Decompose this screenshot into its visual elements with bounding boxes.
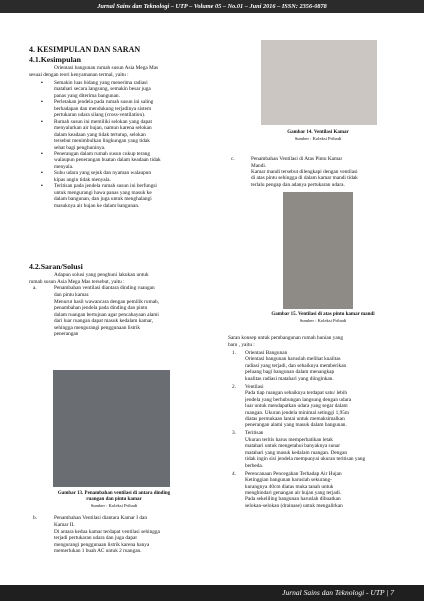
list-item-line: luar untuk mendapatkan udara yang segar dalam (245, 403, 348, 410)
list-item-line: kurangnya 40cm diatas muka tanah untuk (245, 483, 334, 490)
intro-line: Orientasi bangunan rumah susun Asia Mega Mas (54, 65, 159, 71)
list-item-line: penerangan alami yang masuk dalam bangunan. (245, 422, 347, 429)
saran-konsep-line: baru , yaitu : (228, 341, 255, 348)
kesimpulan-item-line: pertukaran udara silang (cross-ventilation). (54, 112, 146, 119)
item-a-body-line: penerangan (54, 331, 79, 338)
item-a-body-line: penambahan jendela pada dinding dan pintu (54, 305, 148, 312)
list-item-line: radiasi yang terjadi, dan sebaiknya memberikan (245, 362, 347, 369)
item-b-body-line: memerlukan 1 buah AC untuk 2 ruangan. (54, 548, 142, 555)
bullet-icon: ▪ (41, 80, 43, 86)
saran-konsep-line: Saran konsep untuk pembangunan rumah hunian yang (228, 335, 344, 341)
item-c-body-line: terlalu pengap dan adanya pertukaran udara. (251, 181, 345, 188)
journal-header: Jurnal Sains dan Teknologi – UTP – Volume 05 – No.01 – Juni 2016 – ISSN: 2356-0878 (0, 0, 424, 13)
list-item-title: Teritisan (245, 430, 264, 437)
item-b-body-line: Di antara kedua kamar terdapat ventilasi sehingga (54, 529, 160, 535)
section-title: 4. KESIMPULAN DAN SARAN (29, 45, 141, 54)
list-item-line: Orientasi bangunan haruslah melihat kualitas (245, 356, 341, 363)
item-a-body-line: sehingga mengurangi penggunaan listrik (54, 324, 141, 331)
kesimpulan-item-line: Penerangan dalam rumah susun cukup terang (54, 150, 151, 157)
subsection-kesimpulan: 4.1.Kesimpulan (29, 55, 81, 64)
list-item-line: diatas permukaan lantai untuk memaksimalkan (245, 416, 345, 422)
kesimpulan-item-line: dalam bangunan, dan juga untuk menghalangi (54, 196, 152, 203)
list-number: 2. (232, 383, 236, 390)
list-item-line: Ketinggian bangunan haruslah sekurang- (245, 477, 332, 484)
item-c-label: c. (231, 156, 235, 162)
item-a-body-line: Menurut hasil wawancara dengan pemilik rumah, (54, 299, 160, 305)
kesimpulan-item-line: walaupun penerangan buatan dalam keadaan tidak (54, 157, 161, 164)
bullet-icon: ▪ (41, 183, 43, 190)
list-item-line: kualitas radiasi matahari yang diinginkan. (245, 375, 334, 382)
item-a-body-line: dari luar ruangan dapat masuk kedalam kamar, (54, 318, 154, 325)
subsection-saran: 4.2.Saran/Solusi (29, 262, 83, 271)
list-item-title: Orientasi Bangunan (245, 350, 288, 356)
kesimpulan-item-line: berhadapan dan mendukung terjadinya sistem (54, 105, 152, 112)
kesimpulan-item-line: kipas angin tidak menyala. (54, 176, 111, 183)
kesimpulan-item-line: menyalurkan air hujan, namun karena selokan (54, 125, 152, 132)
item-b-label: b. (33, 515, 37, 521)
item-c-body-line: di atas pintu sehingga di dalam kamar mandi tidak (251, 175, 358, 182)
list-item-line: menghindari genangan air hujan yang terjadi. (245, 489, 342, 496)
figure-14-source: Sumber : Koleksi Pribadi (294, 136, 342, 141)
bullet-icon: ▪ (41, 170, 43, 177)
kesimpulan-item-line: panas yang diterima bangunan. (54, 92, 120, 99)
kesimpulan-item-line: Rumah susun ini memiliki selokan yang dapat (54, 118, 152, 125)
footer-text: Jurnal Sains dan Teknologi - UTP | 7 (282, 588, 394, 597)
figure-15-source: Sumber : Koleksi Pribadi (299, 318, 347, 323)
bullet-icon: ▪ (41, 118, 43, 125)
figure-13-source: Sumber : Koleksi Pribadi (90, 503, 138, 508)
list-item-line: tidak ingin sisi jendela mempunyai ukuran teritisan yang (245, 456, 366, 463)
kesimpulan-item-line: Suhu udara yang sejuk dan nyaman walaupun (54, 170, 152, 177)
kesimpulan-item-line: dalam keadaan yang tidak tertutup, selokan (54, 131, 146, 138)
item-b-body-line: mengurangi penggunaan listrik karena hanya (54, 541, 150, 548)
list-item-line: jendela yang berhubungan langsung dengan udara (245, 396, 352, 403)
item-b-body-line: terjadi pertukaran udara dan juga dapat (54, 535, 137, 542)
figure-14-caption: Gambar 14. Ventilasi Kamar (287, 130, 349, 135)
kesimpulan-item-line: matahari secara langsung, semakin besar juga (54, 86, 151, 93)
list-item-line: matahari yang masuk kedalam ruangan. Dengan (245, 449, 348, 456)
saran-intro-line: Adapun solusi yang penghuni lakukan untuk (54, 272, 149, 278)
list-item-line: selokan-selokan (drainase) untuk mengalirkan (245, 502, 343, 509)
list-item-line: berbeda. (245, 462, 264, 469)
bullet-icon: ▪ (41, 150, 43, 157)
kesimpulan-item-line: Teritisan pada jendela rumah susun ini berfungsi (54, 183, 157, 190)
list-number: 4. (232, 470, 236, 477)
item-b-title: Kamar II. (54, 521, 75, 528)
list-item-title: Perencanaan Pencegahan Terhadap Air Hujan (245, 470, 342, 477)
figure-13-caption: ruangan dan pintu kamar (86, 497, 142, 502)
item-a-body-line: dalam ruangan bertujuan agar pencahayaan alami (54, 311, 159, 318)
list-item-line: ruangan. Ukuran jendela minimal setinggi 1,95m (245, 409, 350, 416)
list-item-line: Pada sekeliling bangunan haruslah dibuatkan (245, 496, 341, 503)
journal-footer (0, 585, 424, 601)
item-a-title: dan pintu kamar. (54, 291, 90, 298)
kesimpulan-item-line: masuknya air hujan ke dalam bangunan. (54, 202, 140, 209)
list-item-line: matahari untuk mengetahui banyaknya sunar (245, 443, 341, 450)
kesimpulan-item-line: sehat bagi penghuninya. (54, 144, 106, 151)
kesimpulan-item-line: Perletakan jendela pada rumah susun ini saling (54, 99, 154, 106)
figure-14-photo (261, 40, 377, 125)
figure-15-caption: Gambar 15. Ventilasi di atas pintu kamar mandi (271, 312, 375, 317)
kesimpulan-item-line: tersebut menimbulkan lingkungan yang tidak (54, 138, 150, 145)
item-b-title: Penambahan Ventilasi diantara Kamar I dan (54, 515, 148, 521)
intro-line: sesuai dengan teori kenyamanan termal, yaitu : (29, 71, 129, 78)
list-number: 3. (232, 430, 236, 437)
figure-13-caption: Gambar 13. Penambahan ventilasi di antara dinding (57, 491, 171, 496)
item-c-body-line: Kamar mandi tersebut dilengkapi dengan ventilasi (251, 169, 358, 175)
list-item-line: Pada tiap ruangan sebaiknya terdapat satu/ lebih (245, 390, 348, 397)
list-item-line: Ukuran teritis harus memperhatikan letak (245, 436, 333, 443)
list-item-line: peluang bagi bangunan dalam menangkap (245, 369, 335, 376)
saran-intro-line: rumah susun Asia Mega Mas tersebut, yaitu : (29, 278, 125, 285)
list-number: 1. (232, 350, 236, 356)
list-item-title: Ventilasi (245, 383, 264, 390)
kesimpulan-item-line: Semakin luas bidang yang menerima radiasi (54, 80, 148, 86)
item-c-title: Penambahan Ventilasi di Atas Pintu Kamar (251, 156, 343, 162)
item-a-title: Penambahan ventilasi diantara dinding ruangan (54, 285, 155, 291)
figure-13-photo (53, 370, 170, 487)
figure-15-photo (283, 192, 353, 309)
kesimpulan-item-line: untuk mengurangi hawa panas yang masuk ke (54, 189, 152, 196)
kesimpulan-item-line: menyala. (54, 163, 74, 170)
item-a-label: a. (33, 285, 37, 291)
bullet-icon: ▪ (41, 99, 43, 106)
item-c-title: Mandi. (251, 162, 267, 169)
